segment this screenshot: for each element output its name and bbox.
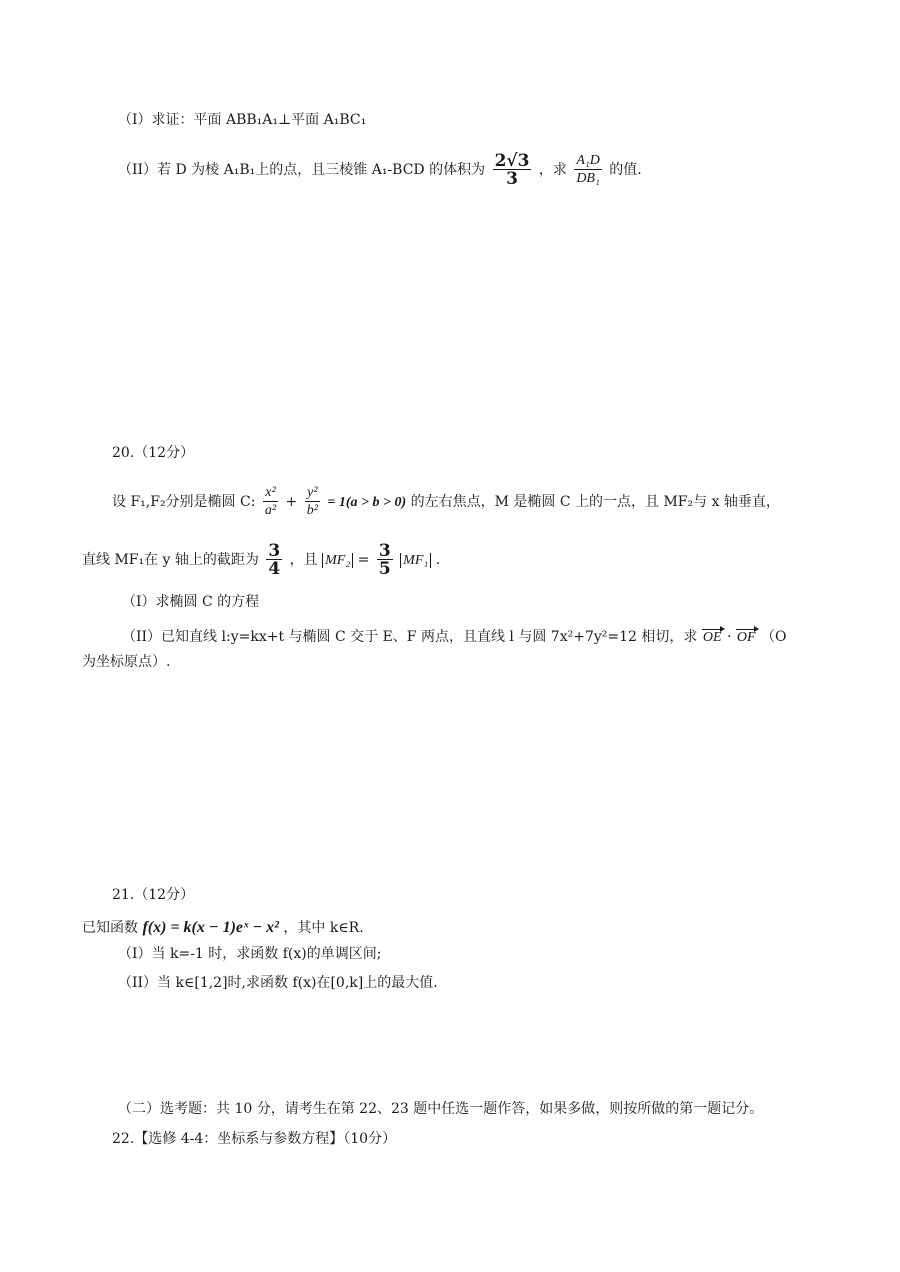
ellipse-y-denominator: b² (306, 502, 318, 518)
q21-part1: （I）当 k=-1 时，求函数 f(x)的单调区间; (118, 946, 382, 962)
elective-note: （二）选考题：共 10 分，请考生在第 22、23 题中任选一题作答，如果多做，则按所做的第一题记分。 (118, 1101, 764, 1117)
ratio-numerator: A₁D (576, 152, 600, 168)
q19-part1: （I）求证：平面 ABB₁A₁⊥平面 A₁BC₁ (118, 112, 367, 128)
ellipse-x-numerator: x² (265, 484, 276, 500)
q19-part2-text-a: （II）若 D 为棱 A₁B₁上的点，且三棱锥 A₁-BCD 的体积为 (118, 162, 486, 178)
ellipse-x-denominator: a² (264, 502, 277, 518)
q21-intro-text-b: ，其中 k∈R. (283, 920, 364, 936)
ellipse-equation-rest: = 1(a > b > 0) (327, 495, 407, 510)
q19-part2-text-b: ，求 (538, 162, 567, 178)
ratio-denominator: DB₁ (576, 170, 600, 186)
vector-oe: OE (702, 630, 722, 645)
abs-mf2: MF₂ (322, 553, 353, 568)
q20-intro-text-a: 设 F₁,F₂分别是椭圆 C: (112, 494, 256, 510)
q20-line2-text-a: 直线 MF₁在 y 轴上的截距为 (82, 552, 259, 568)
ellipse-plus: + (285, 494, 298, 510)
q22-heading: 22.【选修 4-4：坐标系与参数方程】（10分） (112, 1131, 397, 1147)
volume-numerator: 2√3 (494, 150, 530, 171)
q21-intro (82, 918, 364, 938)
q20-line2-text-b: ，且 (289, 552, 318, 568)
abs-mf1: MF₁ (400, 553, 431, 568)
q19-part2-text-c: 的值. (609, 162, 642, 178)
q21-part2: （II）当 k∈[1,2]时,求函数 f(x)在[0,k]上的最大值. (118, 975, 438, 991)
coefficient-denominator: 5 (378, 558, 391, 579)
vector-of: OF (736, 630, 756, 645)
volume-denominator: 3 (493, 169, 532, 188)
q20-part2-text-a: （II）已知直线 l:y=kx+t 与椭圆 C 交于 E、F 两点，且直线 l 与圆 7x²+7y²=12 相切，求 (122, 629, 698, 645)
q20-line2-text-c: . (435, 552, 441, 568)
coefficient-fraction (377, 540, 393, 579)
q21-heading: 21.（12分） (112, 887, 195, 903)
q20-part2-continued: 为坐标原点）. (82, 654, 171, 670)
intercept-numerator: 3 (268, 540, 281, 561)
q20-intro-text-b: 的左右焦点，M 是椭圆 C 上的一点，且 MF₂与 x 轴垂直， (410, 494, 780, 510)
ellipse-y-numerator: y² (307, 484, 318, 500)
q20-intro (112, 478, 780, 526)
dot-operator: · (726, 629, 732, 645)
function-definition: f(x) = k(x − 1)eˣ − x² (142, 919, 279, 936)
ellipse-y-term (305, 485, 320, 520)
q20-part1: （I）求椭圆 C 的方程 (122, 594, 260, 610)
intercept-denominator: 4 (268, 558, 281, 579)
q21-intro-text-a: 已知函数 (82, 920, 138, 936)
q20-intercept-line (82, 536, 440, 584)
intercept-fraction (266, 540, 282, 579)
q20-part2 (122, 627, 786, 647)
q20-heading: 20.（12分） (112, 445, 195, 461)
coefficient-numerator: 3 (378, 540, 391, 561)
q19-part2 (118, 146, 642, 194)
q20-part2-text-b: （O (760, 629, 787, 645)
ellipse-x-term (263, 485, 278, 520)
equals-sign: = (357, 552, 370, 568)
ratio-fraction (574, 153, 602, 188)
volume-fraction (493, 150, 532, 189)
